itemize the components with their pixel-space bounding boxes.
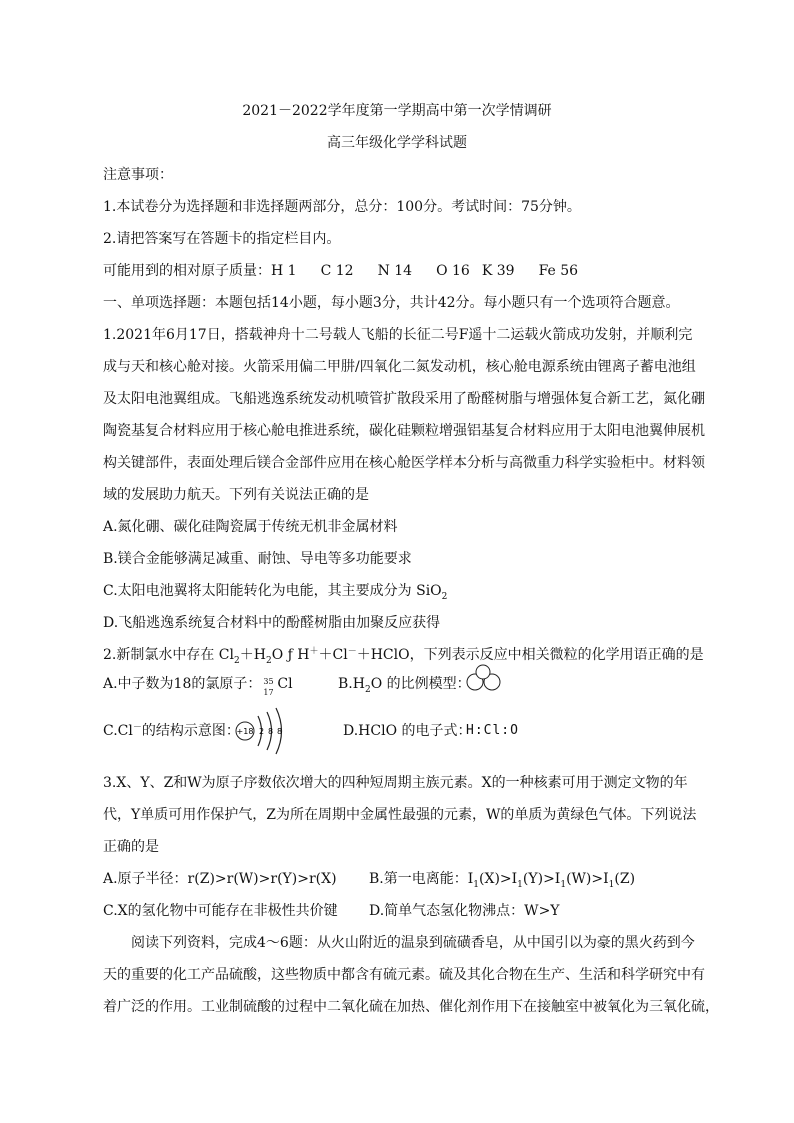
- q3-option-d: D.简单气态氢化物沸点：W>Y: [369, 903, 560, 919]
- notice-heading: 注意事项：: [103, 167, 173, 183]
- nuclide-notation: [261, 674, 277, 697]
- q3-option-b-text: (W)>I: [566, 871, 609, 887]
- atomic-masses-label: 可能用到的相对原子质量：: [103, 263, 271, 279]
- water-space-filling-model: [465, 660, 505, 694]
- reading-line-3: 着广泛的作用。工业制硫酸的过程中二氧化硫在加热、催化剂作用下在接触室中被氧化为三氧化硫，: [103, 999, 719, 1015]
- q3-option-a: A.原子半径：r(Z)>r(W)>r(Y)>r(X): [103, 871, 337, 887]
- notice-item-1: 1.本试卷分为选择题和非选择题两部分，总分：100分。考试时间：75分钟。: [103, 199, 581, 215]
- q2-stem-part: ＋H: [239, 647, 266, 663]
- mass-c: C 12: [320, 263, 354, 279]
- q2-option-c-text: 的结构示意图：: [141, 723, 240, 739]
- reading-line-2: 天的重要的化工产品硫酸，这些物质中都含有硫元素。硫及其化合物在生产、生活和科学研究中有: [103, 967, 705, 983]
- shell-3-electrons: 8: [277, 727, 283, 736]
- shell-1-electrons: 2: [259, 727, 265, 736]
- mass-k: K 39: [481, 263, 515, 279]
- q2-option-c-text: C.Cl: [103, 723, 133, 739]
- shell-2-electrons: 8: [268, 727, 274, 736]
- q1-line-2: 成与天和核心舱对接。火箭采用偏二甲肼/四氧化二氮发动机，核心舱电源系统由锂离子蓄电池组: [103, 359, 696, 375]
- nucleus-charge: +18: [236, 727, 254, 736]
- q2-stem-sub: 2: [234, 655, 240, 666]
- chloride-structure-diagram: [232, 704, 292, 758]
- q1-line-1: 1.2021年6月17日，搭载神舟十二号载人飞船的长征二号F遥十二运载火箭成功发射，并顺利完: [103, 327, 693, 343]
- mass-n: N 14: [377, 263, 413, 279]
- q3-line-1: 3.X、Y、Z和W为原子序数依次增大的四种短周期主族元素。X的一种核素可用于测定文物的年: [103, 775, 688, 791]
- q1-option-a: A.氮化硼、碳化硅陶瓷属于传统无机非金属材料: [103, 519, 398, 535]
- q3-option-b-text: (Z): [614, 871, 636, 887]
- q3-option-b: [369, 869, 635, 889]
- q2-option-d-text: D.HClO 的电子式：: [343, 723, 472, 739]
- q2-option-d: [343, 721, 472, 741]
- exam-title: 2021－2022学年度第一学期高中第一次学情调研: [242, 103, 552, 119]
- q2-stem-part: O ƒ H: [271, 647, 310, 663]
- q2-option-b-text: O 的比例模型：: [370, 676, 471, 692]
- q2-option-b-text: B.H: [338, 676, 365, 692]
- q1-option-d: D.飞船逃逸系统复合材料中的酚醛树脂由加聚反应获得: [103, 615, 441, 631]
- q1-option-b: B.镁合金能够满足减重、耐蚀、导电等多功能要求: [103, 551, 412, 567]
- q2-stem: [103, 645, 704, 665]
- q2-stem-sup: ＋: [309, 646, 319, 657]
- q2-option-a-text: A.中子数为18的氯原子：: [103, 676, 262, 692]
- element-symbol: Cl: [277, 676, 293, 692]
- notice-item-2: 2.请把答案写在答题卡的指定栏目内。: [103, 231, 341, 247]
- mass-fe: Fe 56: [538, 263, 579, 279]
- q1-line-5: 构关键部件，表面处理后镁合金部件应用在核心舱医学样本分析与高微重力科学实验柜中。材料领: [103, 455, 705, 471]
- q1-line-4: 陶瓷基复合材料应用于核心舱电推进系统，碳化硅颗粒增强铝基复合材料应用于太阳电池翼伸展机: [103, 423, 705, 439]
- q1-option-c-sub: 2: [441, 591, 448, 602]
- q3-option-c: C.X的氢化物中可能存在非极性共价键: [103, 903, 338, 919]
- q3-line-3: 正确的是: [103, 839, 159, 855]
- section-1-heading: 一、单项选择题：本题包括14小题，每小题3分，共计42分。每小题只有一个选项符合题意。: [103, 295, 680, 311]
- mass-o: O 16: [436, 263, 470, 279]
- q3-line-2: 代，Y单质可用作保护气，Z为所在周期中金属性最强的元素，W的单质为黄绿色气体。下列说法: [103, 807, 697, 823]
- atomic-number: 17: [263, 688, 274, 697]
- q1-option-c-text: C.太阳电池翼将太阳能转化为电能，其主要成分为 SiO: [103, 583, 442, 599]
- q2-option-b-sub: 2: [364, 684, 371, 695]
- q1-line-3: 及太阳电池翼组成。飞船逃逸系统发动机喷管扩散段采用了酚醛树脂与增强体复合新工艺，氮化硼: [103, 391, 705, 407]
- q1-option-c: [103, 581, 447, 601]
- q2-option-b: [338, 674, 471, 694]
- q2-stem-sub: 2: [265, 655, 272, 666]
- exam-subtitle: 高三年级化学学科试题: [327, 135, 467, 151]
- atomic-masses: [103, 261, 578, 281]
- mass-h: H 1: [271, 263, 297, 279]
- q2-stem-sup: －: [347, 646, 357, 657]
- q3-option-b-text: (X)>I: [479, 871, 518, 887]
- q2-stem-part: 2.新制氯水中存在 Cl: [103, 647, 234, 663]
- reading-line-1: 阅读下列资料，完成4～6题：从火山附近的温泉到硫磺香皂，从中国引以为豪的黑火药到今: [131, 935, 695, 951]
- q2-stem-part: ＋HClO，下列表示反应中相关微粒的化学用语正确的是: [356, 647, 704, 663]
- q3-option-b-sub: 1: [560, 879, 567, 890]
- q3-option-b-sub: 1: [473, 879, 480, 890]
- q3-option-b-text: B.第一电离能：I: [369, 871, 474, 887]
- mass-number: 35: [263, 677, 274, 686]
- q2-option-c: [103, 721, 240, 741]
- q3-option-b-sub: 1: [517, 879, 523, 890]
- q3-option-b-text: (Y)>I: [522, 871, 561, 887]
- q3-option-b-sub: 1: [608, 879, 615, 890]
- q2-stem-part: ＋Cl: [318, 647, 348, 663]
- q2-option-a: [103, 674, 293, 697]
- q2-option-c-sup: －: [132, 722, 142, 733]
- hclo-electron-formula: H:Cl:O: [466, 723, 519, 738]
- q1-line-6: 域的发展助力航天。下列有关说法正确的是: [103, 487, 369, 503]
